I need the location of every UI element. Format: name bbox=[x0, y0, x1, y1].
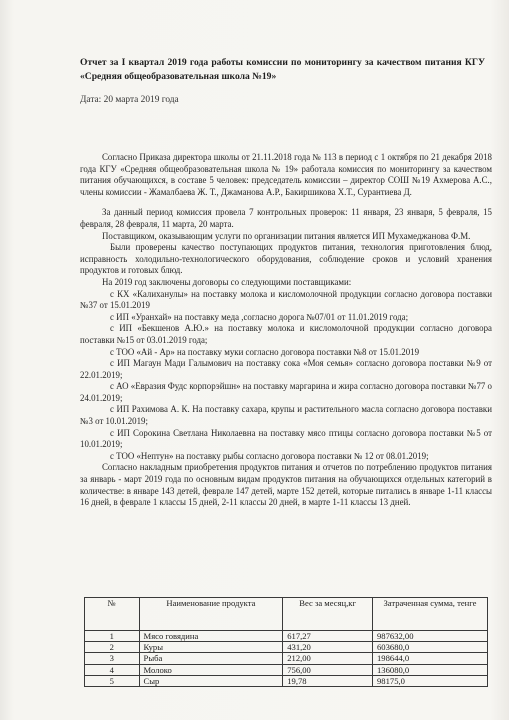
contract-item: с ТОО «Нептун» на поставку рыбы согласно договора поставки № 12 от 08.01.2019; bbox=[110, 450, 429, 461]
cell-number: 1 bbox=[85, 631, 140, 642]
contract-item: с ИП Магаун Мади Галымович на поставку сока «Моя семья» согласно договора поставки №9 от 22.01.2019; bbox=[80, 358, 492, 380]
cell-sum: 98175,0 bbox=[373, 675, 488, 686]
cell-number: 2 bbox=[85, 642, 140, 653]
paragraph-inspections: За данный период комиссия провела 7 контрольных проверок: 11 января, 23 января, 5 февраля, 15 февраля, 28 февраля, 11 марта, 20 марта. bbox=[80, 207, 492, 229]
contract-item: с ИП Сорокина Светлана Николаевна на поставку мясо птицы согласно договора поставки №5 от 10.01.2019; bbox=[80, 427, 492, 450]
cell-number: 4 bbox=[85, 664, 140, 675]
table-row bbox=[85, 653, 488, 664]
column-header-number: № bbox=[85, 598, 140, 631]
cell-weight: 431,20 bbox=[283, 642, 373, 653]
table-row bbox=[85, 631, 488, 642]
products-table bbox=[84, 597, 488, 687]
table-row bbox=[85, 642, 488, 653]
cell-product: Молоко bbox=[139, 664, 283, 675]
paragraph-contracts-intro: На 2019 год заключены договоры со следующими поставщиками: bbox=[102, 276, 352, 287]
contract-item: с ИП «Бекшенов А.Ю.» на поставку молока и кисломолочной продукции согласно договора поставки №15 от 03.01.2019 года; bbox=[80, 323, 492, 345]
cell-sum: 136080,0 bbox=[373, 664, 488, 675]
contract-item: с АО «Евразия Фудс корпорэйшн» на поставку маргарина и жира согласно договора поставки №77 о 24.01.2019; bbox=[80, 381, 492, 403]
contract-item: с ИП Рахимова А. К. На поставку сахара, крупы и растительного масла согласно договора поставки №3 от 10.01.2019; bbox=[80, 404, 492, 427]
contract-item: с КХ «Калиханулы» на поставку молока и кисломолочной продукции согласно договора поставки №37 от 15.01.2019 bbox=[80, 288, 492, 311]
cell-sum: 987632,00 bbox=[373, 631, 488, 642]
table-row bbox=[85, 675, 488, 686]
contract-item: с ТОО «Ай - Ар» на поставку муки согласно договора поставки №8 от 15.01.2019 bbox=[110, 346, 420, 357]
cell-sum: 603680,0 bbox=[373, 642, 488, 653]
cell-weight: 617,27 bbox=[283, 631, 373, 642]
cell-product: Куры bbox=[139, 642, 283, 653]
table-row bbox=[85, 664, 488, 675]
cell-weight: 212,00 bbox=[283, 653, 373, 664]
column-header-product: Наименование продукта bbox=[139, 598, 283, 631]
paragraph-supplier: Поставщиком, оказывающим услуги по организации питания является ИП Мухамеджанова Ф.М. bbox=[102, 230, 471, 241]
cell-weight: 19,78 bbox=[283, 675, 373, 686]
paragraph-order: Согласно Приказа директора школы от 21.11.2018 года № 113 в период с 1 октября по 21 декабря 2018 года КГУ «Средняя общеобразовательная школа № 19» работала комиссия по мониторингу за качеством питания обучающихся, в составе 5 человек: председатель комиссии – директор СОШ №19 Ахмерова А.С., члены комиссии - Жамалбаева Ж. Т., Джаманова А.Р., Бакиршикова Х.Т., Сурантиева Д. bbox=[80, 152, 492, 197]
cell-product: Сыр bbox=[139, 675, 283, 686]
cell-product: Мясо говядина bbox=[139, 631, 283, 642]
document-body bbox=[80, 152, 492, 509]
table-header-row bbox=[85, 598, 488, 631]
column-header-weight: Вес за месяц,кг bbox=[283, 598, 373, 631]
cell-product: Рыба bbox=[139, 653, 283, 664]
document-title: Отчет за I квартал 2019 года работы комиссии по мониторингу за качеством питания КГУ «Средняя общеобразовательная школа №19» bbox=[80, 57, 485, 82]
paragraph-consumption: Согласно накладным приобретения продуктов питания и отчетов по потреблению продуктов питания за январь - март 2019 года по основным видам продуктов питания на обучающихся отдельных категорий в количестве: в январе 143 детей, феврале 147 детей, марте 152 детей, которые питались в январе 1-11 классы 16 дней, в феврале 1 классы 15 дней, 2-11 классы 20 дней, в марте 1-11 классы 13 дней. bbox=[80, 462, 492, 508]
cell-weight: 756,00 bbox=[283, 664, 373, 675]
cell-sum: 198644,0 bbox=[373, 653, 488, 664]
contract-item: с ИП «Уранхай» на поставку меда ,согласно дорога №07/01 от 11.01.2019 года; bbox=[110, 311, 409, 322]
cell-number: 5 bbox=[85, 675, 140, 686]
document-date: Дата: 20 марта 2019 года bbox=[80, 95, 179, 105]
cell-number: 3 bbox=[85, 653, 140, 664]
paragraph-checked: Были проверены качество поступающих продуктов питания, технология приготовления блюд, исправность холодильно-технологического оборудования, соблюдение сроков и условий хранения продуктов и готовых блюд. bbox=[80, 242, 492, 276]
column-header-sum: Затраченная сумма, тенге bbox=[373, 598, 488, 631]
